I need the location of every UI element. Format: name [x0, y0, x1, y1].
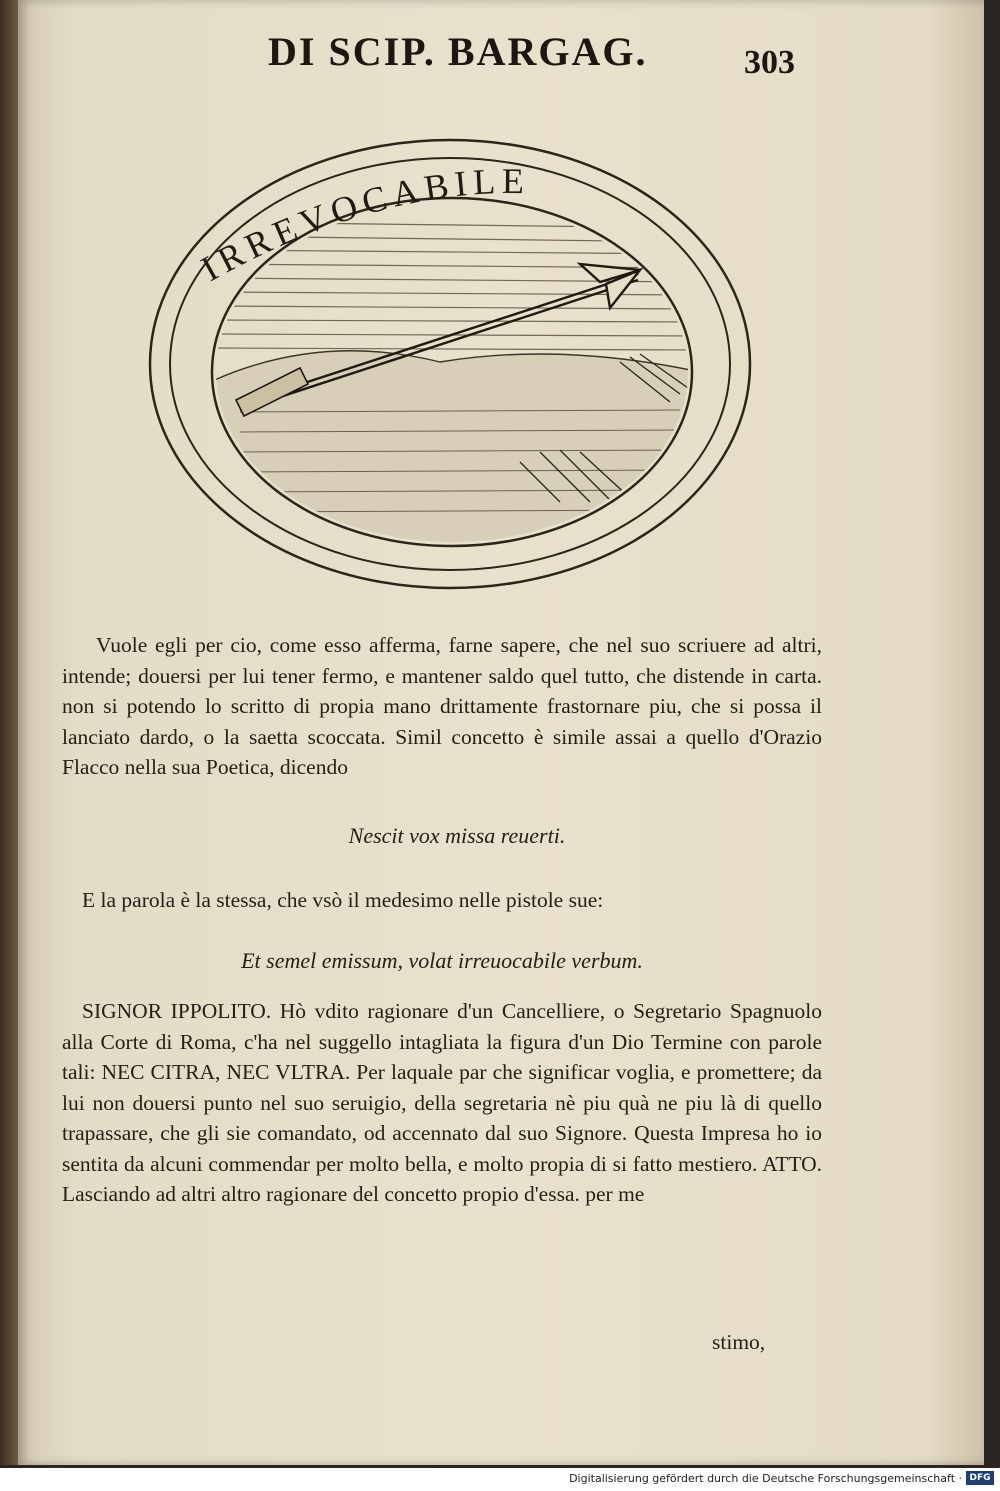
dfg-logo: DFG [966, 1471, 994, 1485]
paragraph-1: Vuole egli per cio, come esso afferma, farne sapere, che nel suo scriuere ad altri, intende; douersi per lui tener fermo, e mantener saldo quel tutto, che distende in carta. non si potendo lo scritto di propia mano drittamente frastornare piu, che si possa il lanciato dardo, o la saetta scoccata. Simil concetto è simile assai a quello d'Orazio Flacco nella sua Poetica, dicendo [62, 633, 822, 779]
quote-horace-1: Nescit vox missa reuerti. [348, 822, 566, 848]
quote-horace-2: Et semel emissum, volat irreuocabile verbum. [241, 947, 643, 973]
emblem-motto-path: IRREVOCABILE [194, 160, 531, 289]
paragraph-3: SIGNOR IPPOLITO. Hò vdito ragionare d'un Cancelliere, o Segretario Spagnuolo alla Corte di Roma, c'ha nel suggello intagliata la figura d'un Dio Termine con parole tali: NEC CITRA, NEC VLTRA. Per laquale par che significar voglia, e promettere; da lui non douersi punto nel suo seruigio, della segretaria nè piu quà ne piu là di quello trapassare, che gli sie comandato, od accennato dal suo Signore. Questa Impresa ho io sentita da alcuni commendar per molto bella, e molto propia di si fatto mestiero. ATTO. Lasciando ad altri altro ragionare del concetto propio d'essa. per me [62, 999, 822, 1206]
book-binding-edge [0, 0, 18, 1465]
running-head: DI SCIP. BARGAG. [268, 29, 648, 74]
page-number: 303 [744, 44, 795, 81]
body-text [62, 630, 822, 1210]
paragraph-2: E la parola è la stessa, che vsò il medesimo nelle pistole sue: [82, 888, 604, 912]
emblem-engraving [140, 132, 760, 602]
catch-word: stimo, [712, 1330, 766, 1354]
footer-credit: Digitalisierung gefördert durch die Deutsche Forschungsgemeinschaft · [569, 1472, 962, 1485]
